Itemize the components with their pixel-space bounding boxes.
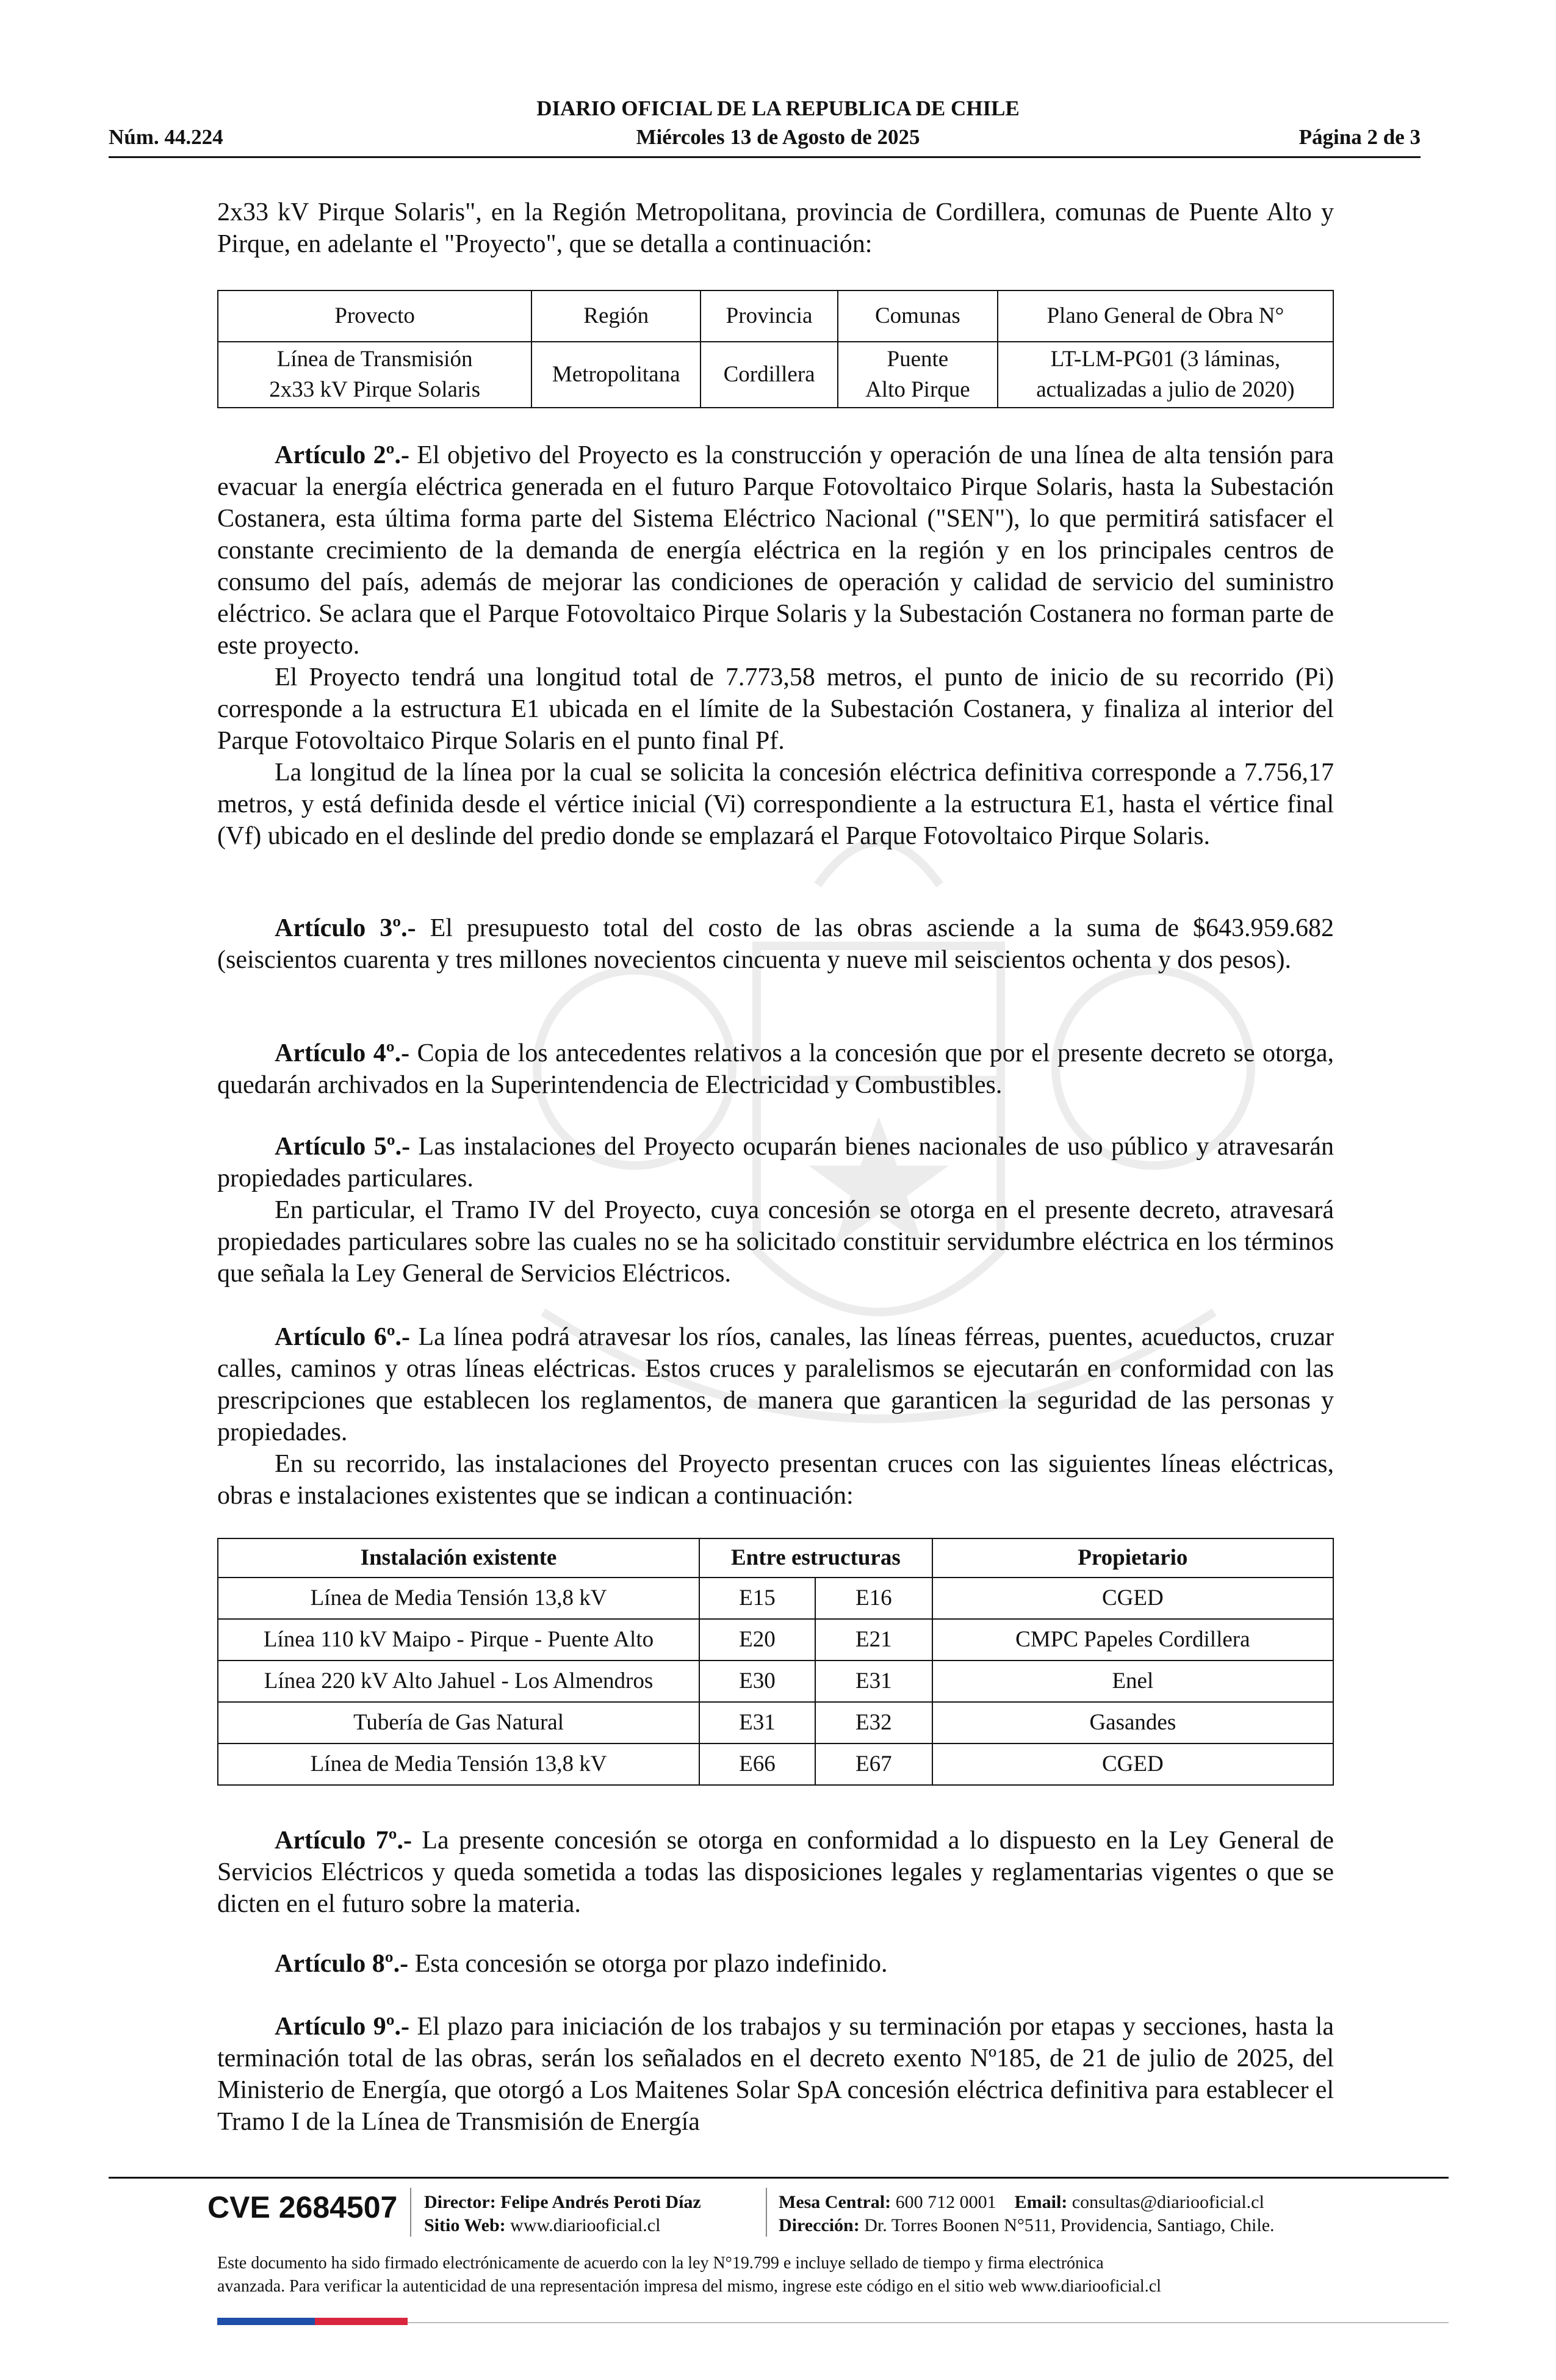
- article-4-paragraph-1: [217, 1037, 1334, 1101]
- header-divider: [109, 156, 1421, 158]
- article-label: Artículo 7º.-: [275, 1826, 412, 1855]
- cell-line: 2x33 kV Pirque Solaris: [269, 377, 480, 402]
- article-text: Copia de los antecedentes relativos a la concesión que por el presente decreto se otorga, quedarán archivados en la Superintendencia de Electricidad y Combustibles.: [217, 1039, 1334, 1099]
- table-header-cell: Plano General de Obra N°: [998, 290, 1333, 342]
- table-row: [218, 1744, 1333, 1785]
- article-label: Artículo 8º.-: [275, 1950, 409, 1978]
- table-cell: E20: [699, 1619, 815, 1661]
- phone-label: Mesa Central:: [779, 2192, 891, 2212]
- table-cell: Metropolitana: [531, 342, 701, 408]
- article-3-paragraph-1: [217, 912, 1334, 976]
- article-label: Artículo 5º.-: [275, 1133, 411, 1161]
- article-2-paragraph-1: [217, 439, 1334, 662]
- table-cell: [218, 342, 531, 408]
- cell-line: Línea de Transmisión: [276, 347, 473, 372]
- article-5-paragraph-2: En particular, el Tramo IV del Proyecto, cuya concesión se otorga en el presente decreto, atravesará propiedades particulares sobre las cuales no se ha solicitado constituir servidumbre eléctrica en los términos que señala la Ley General de Servicios Eléctricos.: [217, 1196, 1334, 1288]
- legal-notice-line-1: Este documento ha sido firmado electrónicamente de acuerdo con la ley N°19.799 e incluye sellado de tiempo y firma electrónica: [217, 2254, 1104, 2273]
- table-cell: [838, 342, 998, 408]
- flag-stripe-red: [315, 2318, 408, 2325]
- article-label: Artículo 3º.-: [275, 914, 416, 942]
- table-cell: E15: [699, 1578, 815, 1619]
- table-cell: Tubería de Gas Natural: [218, 1702, 699, 1744]
- article-6-paragraph-2: En su recorrido, las instalaciones del Proyecto presentan cruces con las siguientes líneas eléctricas, obras e instalaciones existentes que se indican a continuación:: [217, 1450, 1334, 1510]
- table-cell: E66: [699, 1744, 815, 1785]
- footer-rule: [408, 2322, 1449, 2323]
- cell-line: Puente: [887, 347, 949, 372]
- article-label: Artículo 2º.-: [275, 441, 409, 469]
- website-label: Sitio Web:: [424, 2215, 506, 2235]
- article-label: Artículo 9º.-: [275, 2013, 410, 2041]
- article-3: [217, 912, 1334, 976]
- article-7-paragraph-1: [217, 1825, 1334, 1920]
- table-cell: E31: [815, 1661, 932, 1702]
- cell-line: Alto Pirque: [865, 377, 970, 402]
- crossings-table: [217, 1538, 1334, 1786]
- table-header-cell: Comunas: [838, 290, 998, 342]
- contact-info: [779, 2191, 1275, 2237]
- article-2: [217, 439, 1334, 852]
- article-7: [217, 1825, 1334, 1920]
- table-cell: E21: [815, 1619, 932, 1661]
- article-label: Artículo 4º.-: [275, 1039, 410, 1067]
- table-cell: Enel: [932, 1661, 1333, 1702]
- footer-separator: [410, 2188, 411, 2237]
- article-9: [217, 2011, 1334, 2138]
- table-cell: Línea 110 kV Maipo - Pirque - Puente Alto: [218, 1619, 699, 1661]
- cell-line: actualizadas a julio de 2020): [1036, 377, 1295, 402]
- cve-code: CVE 2684507: [207, 2190, 398, 2224]
- newspaper-title: DIARIO OFICIAL DE LA REPUBLICA DE CHILE: [536, 96, 1020, 120]
- director-info: [424, 2191, 701, 2237]
- flag-stripe-blue: [217, 2318, 315, 2325]
- article-label: Artículo 6º.-: [275, 1323, 411, 1351]
- article-text: El presupuesto total del costo de las obras asciende a la suma de $643.959.682 (seiscientos cuarenta y tres millones novecientos cincuenta y nueve mil seiscientos ochenta y dos pesos).: [217, 914, 1334, 974]
- article-8-paragraph-1: [217, 1948, 1334, 1980]
- table-header-cell: Entre estructuras: [699, 1538, 932, 1578]
- article-5: [217, 1131, 1334, 1289]
- table-header-cell: Región: [531, 290, 701, 342]
- issue-date: Miércoles 13 de Agosto de 2025: [636, 125, 920, 149]
- table-cell: CGED: [932, 1744, 1333, 1785]
- director-name: Director: Felipe Andrés Peroti Díaz: [424, 2192, 701, 2212]
- article-8: [217, 1948, 1334, 1980]
- table-cell: Línea de Media Tensión 13,8 kV: [218, 1578, 699, 1619]
- table-header-cell: Provincia: [701, 290, 838, 342]
- table-cell: Línea 220 kV Alto Jahuel - Los Almendros: [218, 1661, 699, 1702]
- article-5-paragraph-1: [217, 1131, 1334, 1194]
- email-label: Email:: [1014, 2192, 1068, 2212]
- cell-line: LT-LM-PG01 (3 láminas,: [1050, 347, 1281, 372]
- table-cell: CMPC Papeles Cordillera: [932, 1619, 1333, 1661]
- phone-number: 600 712 0001: [895, 2192, 996, 2212]
- table-row: [218, 1702, 1333, 1744]
- article-4: [217, 1037, 1334, 1101]
- table-cell: Gasandes: [932, 1702, 1333, 1744]
- article-text: La línea podrá atravesar los ríos, canales, las líneas férreas, puentes, acueductos, cruzar calles, caminos y otras líneas eléctricas. Estos cruces y paralelismos se ejecutarán en conformidad con las prescripciones que establecen los reglamentos, de manera que garanticen la seguridad de las personas y propiedades.: [217, 1323, 1334, 1446]
- table-row: [218, 1661, 1333, 1702]
- footer-divider: [109, 2177, 1449, 2179]
- article-6: [217, 1321, 1334, 1512]
- table-cell: E31: [699, 1702, 815, 1744]
- project-table: [217, 290, 1334, 408]
- address-label: Dirección:: [779, 2215, 860, 2235]
- article-2-paragraph-3: La longitud de la línea por la cual se solicita la concesión eléctrica definitiva corresponde a 7.756,17 metros, y está definida desde el vértice inicial (Vi) correspondiente a la estructura E1, hasta el vértice final (Vf) ubicado en el deslinde del predio donde se emplazará el Parque Fotovoltaico Pirque Solaris.: [217, 759, 1334, 850]
- table-row: [218, 1619, 1333, 1661]
- table-cell: E16: [815, 1578, 932, 1619]
- table-cell: E67: [815, 1744, 932, 1785]
- page-number: Página 2 de 3: [1298, 125, 1421, 149]
- issue-number: Núm. 44.224: [109, 125, 223, 149]
- table-header-cell: Instalación existente: [218, 1538, 699, 1578]
- footer-separator: [766, 2188, 767, 2237]
- table-cell: E32: [815, 1702, 932, 1744]
- article-2-paragraph-2: El Proyecto tendrá una longitud total de 7.773,58 metros, el punto de inicio de su recorrido (Pi) corresponde a la estructura E1 ubicada en el límite de la Subestación Costanera, y finaliza al interior del Parque Fotovoltaico Pirque Solaris en el punto final Pf.: [217, 663, 1334, 755]
- table-header-cell: Propietario: [932, 1538, 1333, 1578]
- article-6-paragraph-1: [217, 1321, 1334, 1448]
- table-cell: CGED: [932, 1578, 1333, 1619]
- article-text: La presente concesión se otorga en conformidad a lo dispuesto en la Ley General de Servicios Eléctricos y queda sometida a todas las disposiciones legales y reglamentarias vigentes o que se dicten en el futuro sobre la materia.: [217, 1826, 1334, 1918]
- table-cell: Línea de Media Tensión 13,8 kV: [218, 1744, 699, 1785]
- table-row: [218, 1578, 1333, 1619]
- legal-notice-line-2: avanzada. Para verificar la autenticidad de una representación impresa del mismo, ingrese este código en el sitio web www.diariooficial.cl: [217, 2277, 1161, 2296]
- table-header-cell: Provecto: [218, 290, 531, 342]
- table-cell: E30: [699, 1661, 815, 1702]
- article-text: El objetivo del Proyecto es la construcción y operación de una línea de alta tensión para evacuar la energía eléctrica generada en el futuro Parque Fotovoltaico Pirque Solaris, hasta la Subestación Costanera, esta última forma parte del Sistema Eléctrico Nacional ("SEN"), lo que permitirá satisfacer el constante crecimiento de la demanda de energía eléctrica en la región y en los principales centros de consumo del país, además de mejorar las condiciones de operación y calidad de servicio del suministro eléctrico. Se aclara que el Parque Fotovoltaico Pirque Solaris y la Subestación Costanera no forman parte de este proyecto.: [217, 441, 1334, 660]
- intro-paragraph: 2x33 kV Pirque Solaris", en la Región Metropolitana, provincia de Cordillera, comunas de Puente Alto y Pirque, en adelante el "Proyecto", que se detalla a continuación:: [217, 198, 1334, 258]
- contact-line-1: [779, 2191, 1275, 2214]
- article-text: El plazo para iniciación de los trabajos y su terminación por etapas y secciones, hasta la terminación total de las obras, serán los señalados en el decreto exento Nº185, de 21 de julio de 2025, del Ministerio de Energía, que otorgó a Los Maitenes Solar SpA concesión eléctrica definitiva para establecer el Tramo I de la Línea de Transmisión de Energía: [217, 2013, 1334, 2136]
- website-link[interactable]: www.diariooficial.cl: [510, 2215, 661, 2235]
- website-line: [424, 2214, 701, 2237]
- article-text: Las instalaciones del Proyecto ocuparán bienes nacionales de uso público y atravesarán propiedades particulares.: [217, 1133, 1334, 1192]
- email-link[interactable]: consultas@diariooficial.cl: [1072, 2192, 1264, 2212]
- article-text: Esta concesión se otorga por plazo indefinido.: [408, 1950, 888, 1978]
- article-9-paragraph-1: [217, 2011, 1334, 2138]
- address: Dr. Torres Boonen N°511, Providencia, Santiago, Chile.: [864, 2215, 1275, 2235]
- contact-line-2: [779, 2214, 1275, 2237]
- table-cell: [998, 342, 1333, 408]
- table-cell: Cordillera: [701, 342, 838, 408]
